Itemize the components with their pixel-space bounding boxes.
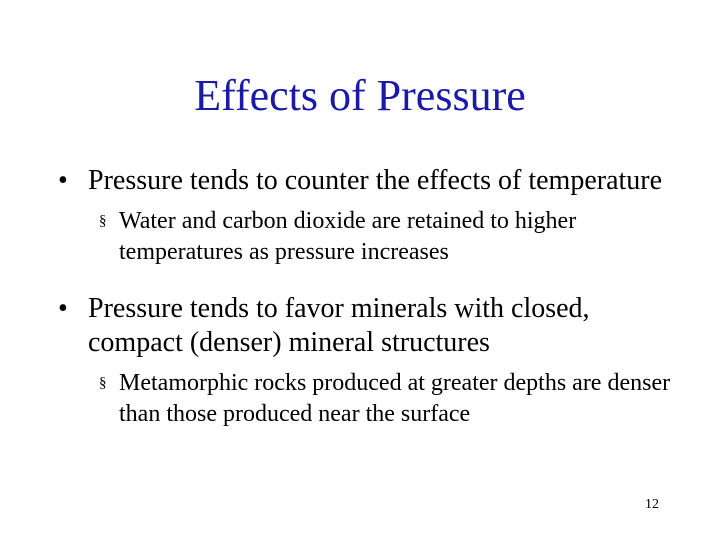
sub-bullet-text: Metamorphic rocks produced at greater depths are denser than those produced near the surface <box>119 370 671 427</box>
page-number: 12 <box>645 497 659 512</box>
sub-bullet-item <box>99 206 679 268</box>
bullet-spacer <box>0 268 720 292</box>
bullet-item <box>58 292 678 360</box>
sub-bullet-marker: § <box>99 213 107 229</box>
bullet-list <box>0 164 720 430</box>
bullet-marker: • <box>58 165 68 196</box>
sub-bullet-item <box>99 368 679 430</box>
bullet-text: Pressure tends to counter the effects of temperature <box>88 165 663 196</box>
bullet-item <box>58 164 678 198</box>
sub-bullet-marker: § <box>99 375 107 391</box>
slide-title: Effects of Pressure <box>194 71 526 120</box>
bullet-marker: • <box>58 293 68 324</box>
sub-bullet-text: Water and carbon dioxide are retained to higher temperatures as pressure increases <box>119 208 577 265</box>
bullet-text: Pressure tends to favor minerals with closed, compact (denser) mineral structures <box>88 293 590 358</box>
